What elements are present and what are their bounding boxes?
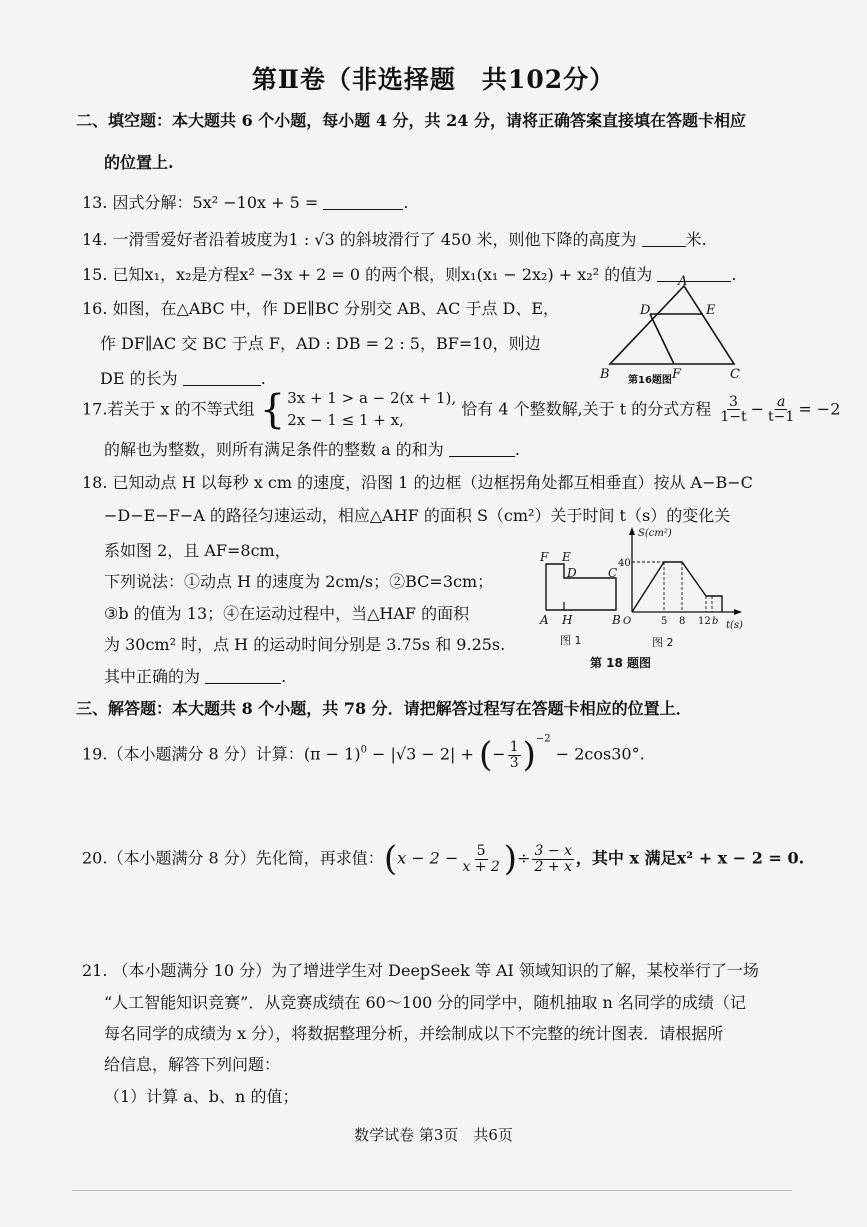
q18-text-7: 其中正确的为 [104,667,201,686]
q16-number: 16. [82,299,108,318]
q15-number: 15. [82,265,108,284]
q17-end: . [514,440,520,459]
fig2-y40: 40 [618,558,631,569]
q19-expr-b: − |√3 − 2| + [366,744,480,764]
q18-number: 18. [82,473,108,492]
q16-answer-blank[interactable] [183,371,261,386]
q20-f2-num: 3 − x [534,842,572,859]
q18-end: . [281,667,287,686]
label-f: F [672,367,682,382]
q17-eq: = −2 [798,399,841,419]
fig2-t5: 5 [661,616,668,627]
q18-answer-blank[interactable] [205,669,281,684]
question-16-line1 [82,296,559,319]
fig2-tb: b [712,616,719,627]
q18-text-5: ③b 的值为 13；④在运动过程中，当△HAF 的面积 [104,604,470,623]
q17-frac2-den: t−1 [768,409,795,426]
question-17-line2 [104,437,520,460]
left-paren-icon: ( [383,839,398,879]
q17-frac1-num: 3 [729,393,738,410]
q19-frac-num: 1 [509,738,519,755]
q17-ineq-1: 3x + 1 > a − 2(x + 1), [287,389,457,407]
q17-fraction-1 [718,395,748,425]
segment-df [650,314,674,364]
fig1-label-d: D [567,566,577,580]
q16-text-3: DE 的长为 [100,369,178,388]
fig2-caption: 图 2 [652,636,674,649]
fig2-ylabel: S(cm²) [638,528,672,539]
q18-text-6: 为 30cm² 时，点 H 的运动时间分别是 3.75s 和 9.25s. [104,635,506,654]
q20-f2-den: 2 + x [534,858,572,875]
page-footer: 数学试卷 第3页 共6页 [354,1126,513,1144]
q17-ineq-2: 2x − 1 ≤ 1 + x, [287,410,404,429]
q17-mid: 恰有 4 个整数解,关于 t 的分式方程 [461,399,712,419]
q20-fraction-2 [532,844,573,874]
right-paren-icon: ) [503,839,518,879]
fig1-label-h: H [562,613,573,627]
q16-figure-caption: 第16题图 [628,375,672,386]
q17-frac2-num: a [777,393,786,410]
q19-fraction [508,740,521,770]
q20-f1-den: x + 2 [462,858,500,875]
q18-figure-2-graph [618,524,748,654]
q13-answer-blank[interactable] [323,195,403,210]
q18-text-4: 下列说法：①动点 H 的速度为 2cm/s；②BC=3cm； [104,572,494,591]
fig1-label-b: B [612,613,621,627]
question-21-line1 [82,958,759,981]
q14-text: 一滑雪爱好者沿着坡度为1 : √3 的斜坡滑行了 450 米，则他下降的高度为 [112,230,637,249]
q21-text-3: 每名同学的成绩为 x 分），将数据整理分析，并绘制成以下不完整的统计图表．请根据所 [104,1024,724,1043]
q17-pre: 若关于 x 的不等式组 [107,399,255,419]
q18-text-3: 系如图 2，且 AF=8cm， [104,541,291,560]
q13-end: . [403,193,409,212]
fig2-xlabel: t(s) [726,620,743,631]
q17-number: 17. [82,399,108,419]
fig1-label-a: A [540,613,549,627]
q21-number: 21. [82,961,108,980]
q19-exp0: 0 [360,744,367,756]
q14-number: 14. [82,230,108,249]
page-title: 第Ⅱ卷（非选择题 共102分） [251,65,616,94]
q20-div: ÷ [517,848,531,868]
section2-heading-cont: 的位置上. [104,153,174,172]
y-axis-arrow-icon [629,527,635,535]
question-16-line3 [100,366,266,389]
question-18-line1 [82,470,753,493]
q17-answer-blank[interactable] [449,442,515,457]
q14-answer-blank[interactable] [642,232,686,247]
q16-text-1: 如图，在△ABC 中，作 DE∥BC 分别交 AB、AC 于点 D、E， [112,299,560,318]
fig2-t12: 12 [698,616,711,627]
question-20 [82,839,805,879]
fig2-origin: O [623,616,632,627]
q21-text-2: “人工智能知识竞赛”．从竞赛成绩在 60～100 分的同学中，随机抽取 n 名同学的成绩（记 [104,993,746,1012]
question-19 [82,733,645,775]
page-bottom-rule [72,1190,792,1191]
label-e: E [706,303,716,318]
label-b: B [600,367,610,382]
q15-end: . [731,265,737,284]
q16-text-2: 作 DF∥AC 交 BC 于点 F，AD : DB = 2 : 5，BF=10，则边 [100,334,541,353]
x-axis-arrow-icon [734,609,742,615]
q19-exp-neg2: −2 [535,733,551,745]
q20-tail: ，其中 x 满足x² + x − 2 = 0. [575,848,805,868]
q21-text-4: 给信息，解答下列问题： [104,1055,281,1074]
q17-frac1-den: 1−t [720,409,747,426]
q20-label: （本小题满分 8 分）先化简，再求值： [107,848,384,868]
triangle-abc [610,286,734,364]
q20-part1: x − 2 − [397,848,459,868]
q15-text: 已知x₁，x₂是方程x² −3x + 2 = 0 的两个根，则x₁(x₁ − 2x₂) + x₂² 的值为 [112,265,653,284]
question-13 [82,190,408,213]
q16-triangle-figure [594,272,754,392]
q18-figure-caption: 第 18 题图 [590,656,652,670]
fig1-label-f: F [540,550,549,564]
section3-heading: 三、解答题：本大题共 8 个小题，共 78 分．请把解答过程写在答题卡相应的位置上． [76,699,692,718]
q13-text: 因式分解：5x² −10x + 5 = [112,193,319,212]
q18-text-1: 已知动点 H 以每秒 x cm 的速度，沿图 1 的边框（边框拐角处都互相垂直）按从 A−B−C [112,473,753,492]
label-c: C [730,367,740,382]
section2-heading: 二、填空题：本大题共 6 个小题，每小题 4 分，共 24 分，请将正确答案直接填在答题卡相应 [76,111,746,130]
q19-expr-c: − 2cos30° [550,744,640,764]
fig2-t8: 8 [679,616,686,627]
label-a: A [678,274,688,289]
left-paren-icon: ( [479,735,493,775]
q17-inequality-system [260,388,456,432]
q16-end: . [260,369,266,388]
q21-sub-1: （1）计算 a、b、n 的值； [104,1087,299,1106]
area-curve [632,562,722,612]
question-14 [82,227,707,250]
question-17-line1 [82,388,840,432]
q19-expr-a: (π − 1) [303,744,361,764]
brace-icon: { [259,386,286,433]
q20-number: 20. [82,848,108,868]
q18-figure-1 [534,544,630,654]
q21-text-1: （本小题满分 10 分）为了增进学生对 DeepSeek 等 AI 领域知识的了解，某校举行了一场 [112,961,759,980]
right-paren-icon: ) [522,735,536,775]
q19-neg: − [492,744,506,764]
q17-text-2: 的解也为整数，则所有满足条件的整数 a 的和为 [104,440,444,459]
q14-end: 米. [685,230,707,249]
q19-end: . [639,744,645,764]
question-18-line7 [104,664,286,687]
q19-number: 19. [82,744,108,764]
q17-minus: − [750,399,765,419]
label-d: D [640,303,651,318]
q17-fraction-2 [766,395,796,425]
q20-f1-num: 5 [476,842,486,859]
q20-fraction-1 [460,844,501,874]
q19-label: （本小题满分 8 分）计算： [107,744,304,764]
q19-frac-den: 3 [509,754,519,771]
q18-text-2: −D−E−F−A 的路径匀速运动，相应△AHF 的面积 S（cm²）关于时间 t（s）的变化关 [104,506,731,525]
fig1-caption: 图 1 [560,634,582,647]
q13-number: 13. [82,193,108,212]
fig1-label-c: C [608,566,618,580]
fig1-label-e: E [562,550,571,564]
